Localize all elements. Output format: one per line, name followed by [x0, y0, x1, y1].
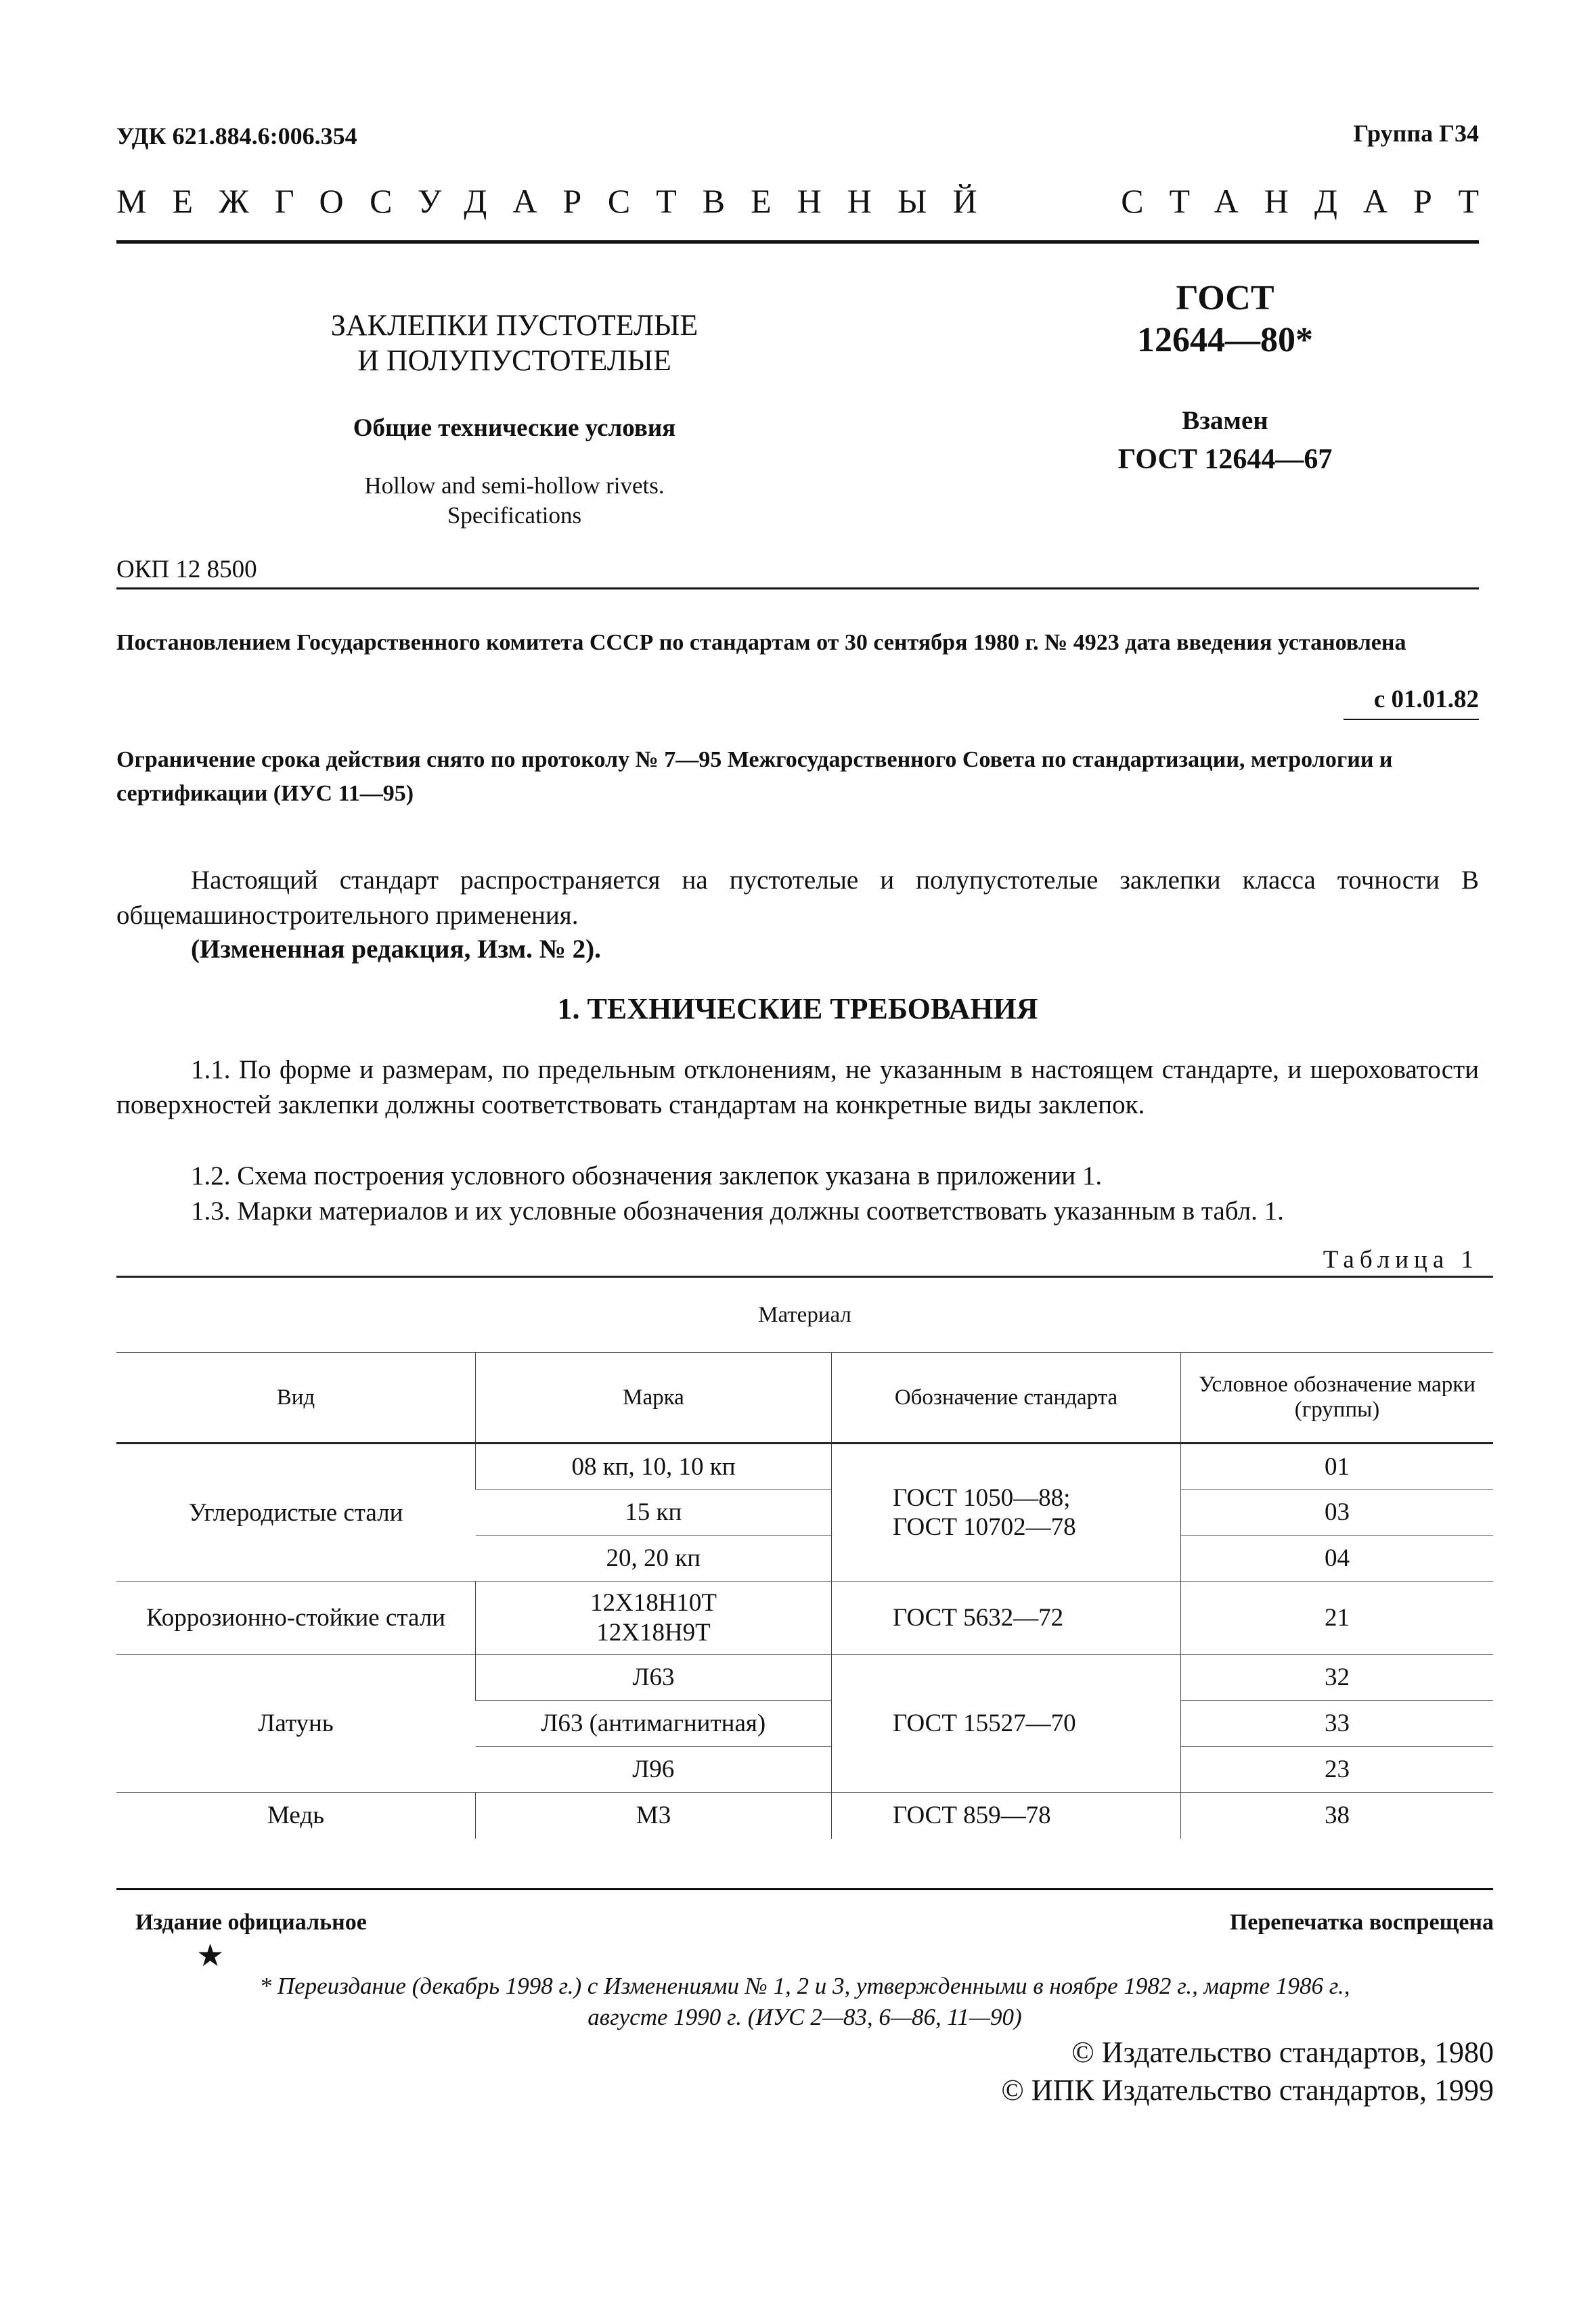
reissue-line-2: августе 1990 г. (ИУС 2—83, 6—86, 11—90): [587, 2004, 1022, 2030]
grade-cell: 15 кп: [476, 1490, 832, 1536]
header-kind: Вид: [116, 1353, 476, 1444]
grade-stainless-1: 12Х18Н10Т: [590, 1588, 717, 1617]
title-block: [271, 308, 758, 531]
grade-cell: 08 кп, 10, 10 кп: [476, 1444, 832, 1490]
reissue-note: [116, 1971, 1493, 2033]
grade-cell: 20, 20 кп: [476, 1536, 832, 1582]
okp-code: ОКП 12 8500: [116, 556, 257, 583]
section-1-paragraph-1: 1.1. По форме и размерам, по предельным отклонениям, не указанным в настоящем стандарте, и шероховатости поверхностей заклепки должны соответствовать стандартам на конкретные виды заклепок.: [116, 1055, 1479, 1119]
standard-carbon-2: ГОСТ 10702—78: [893, 1513, 1076, 1541]
table-row: [116, 1793, 1493, 1839]
materials-table: [116, 1276, 1493, 1839]
english-title-1: Hollow and semi-hollow rivets.: [364, 472, 665, 499]
grade-cell: Л63 (антимагнитная): [476, 1701, 832, 1747]
star-icon: ★: [196, 1938, 225, 1973]
gost-number: 12644—80*: [1137, 321, 1313, 359]
reprint-prohibited: Перепечатка воспрещена: [1229, 1910, 1494, 1935]
grade-cell: Л63: [476, 1655, 832, 1701]
group-code: Группа Г34: [1353, 120, 1479, 147]
header-grade: Марка: [476, 1353, 832, 1444]
code-cell: 32: [1181, 1655, 1494, 1701]
title-line-2: И ПОЛУПУСТОТЕЛЫЕ: [357, 344, 671, 377]
copyright-1999: © ИПК Издательство стандартов, 1999: [1001, 2074, 1494, 2107]
standard-stainless: ГОСТ 5632—72: [832, 1582, 1181, 1655]
table-row: [116, 1655, 1493, 1701]
section-1-paragraph-2: 1.2. Схема построения условного обозначения заклепок указана в приложении 1.: [191, 1161, 1103, 1190]
code-cell: 38: [1181, 1793, 1494, 1839]
subtitle: Общие технические условия: [353, 414, 676, 442]
grade-stainless-2: 12Х18Н9Т: [596, 1618, 711, 1647]
copyright-1980: © Издательство стандартов, 1980: [1071, 2036, 1494, 2069]
table-row: [116, 1582, 1493, 1655]
intro-paragraph: Настоящий стандарт распространяется на пустотелые и полупустотелые заклепки класса точности В общемашиностроительного применения.: [116, 866, 1479, 930]
section-1-title: 1. ТЕХНИЧЕСКИЕ ТРЕБОВАНИЯ: [557, 992, 1038, 1025]
grade-cell: М3: [476, 1793, 832, 1839]
code-cell: 04: [1181, 1536, 1494, 1582]
section-1-paragraph-3: 1.3. Марки материалов и их условные обозначения должны соответствовать указанным в табл. 1.: [191, 1197, 1284, 1226]
kind-stainless: Коррозионно-стойкие стали: [116, 1582, 476, 1655]
intro-note: (Измененная редакция, Изм. № 2).: [191, 935, 601, 964]
table-bottom-rule: [116, 1888, 1493, 1890]
standard-copper: ГОСТ 859—78: [832, 1793, 1181, 1839]
kind-carbon: Углеродистые стали: [116, 1444, 476, 1582]
kind-brass: Латунь: [116, 1655, 476, 1793]
decree-date: с 01.01.82: [1373, 686, 1479, 713]
code-cell: 33: [1181, 1701, 1494, 1747]
header-code: Условное обозначение марки (группы): [1181, 1353, 1494, 1444]
standard-word: СТАНДАРТ: [1121, 182, 1505, 220]
reissue-line-1: * Переиздание (декабрь 1998 г.) с Изменениями № 1, 2 и 3, утвержденными в ноябре 1982 г., марте 1986 г.,: [259, 1973, 1350, 1999]
standard-carbon: [832, 1444, 1181, 1582]
code-cell: 01: [1181, 1444, 1494, 1490]
title-line-1: ЗАКЛЕПКИ ПУСТОТЕЛЫЕ: [330, 309, 698, 342]
grade-cell: Л96: [476, 1747, 832, 1793]
code-cell: 23: [1181, 1747, 1494, 1793]
standard-carbon-1: ГОСТ 1050—88;: [893, 1484, 1071, 1512]
replaces-standard: ГОСТ 12644—67: [1117, 444, 1333, 475]
table-group-header: Материал: [116, 1277, 1493, 1353]
table-row: [116, 1444, 1493, 1490]
gost-block: [1056, 277, 1394, 476]
okp-rule: [116, 587, 1479, 589]
standard-brass: ГОСТ 15527—70: [832, 1655, 1181, 1793]
date-underline: [1344, 719, 1479, 720]
table-caption: Таблица 1: [1323, 1246, 1479, 1274]
interstate-word: МЕЖГОСУДАРСТВЕННЫЙ: [116, 182, 1003, 220]
gost-label: ГОСТ: [1176, 279, 1274, 317]
code-cell: 03: [1181, 1490, 1494, 1536]
decree-text: Постановлением Государственного комитета СССР по стандартам от 30 сентября 1980 г. № 4923 дата введения установлена: [116, 630, 1406, 655]
kind-copper: Медь: [116, 1793, 476, 1839]
udk-code: УДК 621.884.6:006.354: [116, 122, 357, 150]
english-title-2: Specifications: [447, 502, 582, 529]
header-standard: Обозначение стандарта: [832, 1353, 1181, 1444]
restriction-text: Ограничение срока действия снято по протоколу № 7—95 Межгосударственного Совета по стандартизации, метрологии и сертификации (ИУС 11—95): [116, 747, 1393, 806]
grade-stainless: [476, 1582, 832, 1655]
replaces-label: Взамен: [1182, 406, 1268, 435]
code-cell: 21: [1181, 1582, 1494, 1655]
header-rule: [116, 240, 1479, 244]
copyright-block: [1001, 2034, 1494, 2109]
official-edition: Издание официальное: [135, 1910, 367, 1935]
